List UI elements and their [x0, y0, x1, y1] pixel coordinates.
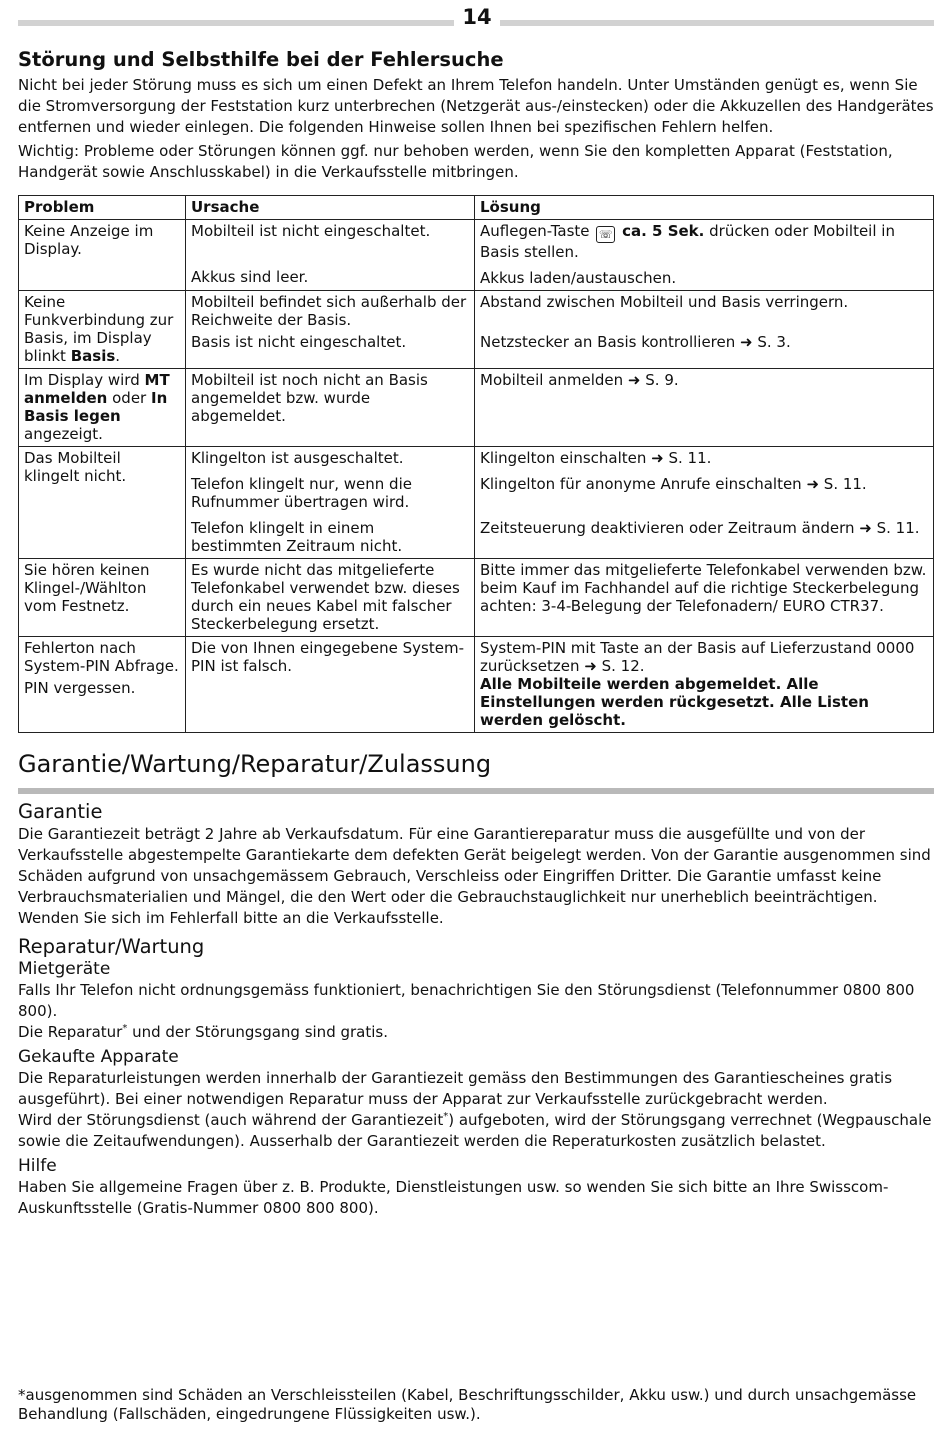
gekaufte-heading: Gekaufte Apparate	[18, 1047, 179, 1067]
manual-page	[18, 0, 934, 1222]
problem-cell	[19, 637, 186, 733]
table-row	[19, 220, 934, 291]
problem-text: Im Display wird	[24, 371, 140, 389]
solution-text: Netzstecker an Basis kontrollieren ➜ S. 3.	[480, 333, 791, 351]
mietgeraete-heading: Mietgeräte	[18, 959, 111, 979]
solution-part: drücken oder Mobilteil in Basis stellen.	[480, 222, 895, 261]
cause-text: Basis ist nicht eingeschaltet.	[191, 333, 407, 351]
header-solution: Lösung	[475, 196, 934, 220]
cause-cell	[186, 220, 475, 291]
hilfe-heading: Hilfe	[18, 1156, 57, 1176]
table-row	[19, 637, 934, 733]
garantie-text: Die Garantiezeit beträgt 2 Jahre ab Verkaufsdatum. Für eine Garantiereparatur muss die ausgefüllte und von der Verkaufsstelle abgestempelte Garantiekarte dem defekten Gerät beigelegt werden. Von der Garantie ausgenommen sind Schäden aufgrund von unsachgemässem Gebrauch, Verschleiss oder Eingriffen Dritter. Die Garantie umfasst keine Verbrauchsmaterialien und Mängel, die den Wert oder die Gebrauchstauglichkeit nur unerheblich beeinträchtigen. Wenden Sie sich im Fehlerfall bitte an die Verkaufsstelle.	[18, 825, 931, 927]
header-problem: Problem	[19, 196, 186, 220]
reparatur-heading: Reparatur/Wartung	[18, 935, 205, 958]
text-part: und der Störungsgang sind gratis.	[132, 1023, 388, 1041]
page-number: 14	[462, 5, 492, 29]
problem-bold: MT anmelden	[24, 371, 170, 407]
solution-warning: Alle Mobilteile werden abgemeldet. Alle Einstellungen werden rückgesetzt. Alle Listen werden gelöscht.	[480, 675, 869, 729]
cause-cell	[186, 291, 475, 369]
gekaufte-text: Die Reparaturleistungen werden innerhalb der Garantiezeit gemäss den Bestimmungen des Garantiescheines gratis ausgeführt). Bei einer notwendigen Reparatur muss der Apparat zur Verkaufsstelle zurückgebracht werden.	[18, 1069, 893, 1108]
problem-text: oder	[112, 389, 147, 407]
table-row	[19, 559, 934, 637]
problem-cell	[19, 291, 186, 369]
mietgeraete-text-2	[18, 1022, 934, 1043]
table-row	[19, 447, 934, 559]
mietgeraete-text: Falls Ihr Telefon nicht ordnungsgemäss funktioniert, benachrichtigen Sie den Störungsdienst (Telefonnummer 0800 800 800).	[18, 981, 915, 1020]
problem-text: Keine Funkverbindung zur Basis, im Display blinkt	[24, 293, 174, 365]
footnote: *ausgenommen sind Schäden an Verschleissteilen (Kabel, Beschriftungsschilder, Akku usw.) und durch unsachgemässe Behandlung (Fallschäden, eingedrungene Flüssigkeiten usw.).	[18, 1386, 917, 1423]
table-header-row	[19, 196, 934, 220]
cause-text: Klingelton ist ausgeschaltet.	[191, 449, 404, 467]
cause-cell: Mobilteil ist noch nicht an Basis angemeldet bzw. wurde abgemeldet.	[186, 369, 475, 447]
troubleshooting-note: Wichtig: Probleme oder Störungen können ggf. nur behoben werden, wenn Sie den kompletten Apparat (Feststation, Handgerät sowie Anschlusskabel) in die Verkaufsstelle mitbringen.	[18, 142, 893, 181]
solution-cell: Bitte immer das mitgelieferte Telefonkabel verwenden bzw. beim Kauf im Fachhandel auf die richtige Steckerbelegung achten: 3-4-Belegung der Telefonadern/ EURO CTR37.	[475, 559, 934, 637]
solution-cell	[475, 447, 934, 559]
cause-cell: Die von Ihnen eingegebene System-PIN ist falsch.	[186, 637, 475, 733]
solution-part: Auflegen-Taste	[480, 222, 590, 240]
header-rule-right	[500, 20, 934, 26]
cause-cell	[186, 447, 475, 559]
text-part: Wird der Störungsdienst (auch während der Garantiezeit	[18, 1111, 444, 1129]
text-part: ) aufgeboten, wird der Störungsgang verrechnet (Wegpauschale sowie die Zeitaufwendungen). Ausserhalb der Garantiezeit werden die Reperaturkosten zusätzlich belastet.	[18, 1111, 932, 1150]
header-cause: Ursache	[186, 196, 475, 220]
cause-text: Akkus sind leer.	[191, 268, 309, 286]
footnote-mark: *	[443, 1111, 449, 1122]
solution-cell	[475, 637, 934, 733]
section-rule	[18, 788, 934, 794]
cause-text: Telefon klingelt nur, wenn die Rufnummer übertragen wird.	[191, 475, 412, 511]
page-header	[18, 0, 934, 44]
solution-text: Klingelton einschalten ➜ S. 11.	[480, 449, 712, 467]
text-part: Die Reparatur	[18, 1023, 123, 1041]
solution-cell	[475, 220, 934, 291]
warranty-section-title: Garantie/Wartung/Reparatur/Zulassung	[18, 750, 492, 778]
problem-cell	[19, 369, 186, 447]
solution-bold: ca. 5 Sek.	[622, 222, 705, 240]
hang-up-key-icon: ☏	[596, 226, 615, 243]
problem-text: PIN vergessen.	[24, 679, 136, 697]
cause-text: Mobilteil befindet sich außerhalb der Reichweite der Basis.	[191, 293, 467, 329]
problem-text: Keine Anzeige im Display.	[24, 222, 154, 258]
problem-text: Fehlerton nach System-PIN Abfrage.	[24, 639, 179, 675]
problem-cell: Das Mobilteil klingelt nicht.	[19, 447, 186, 559]
hilfe-text: Haben Sie allgemeine Fragen über z. B. Produkte, Dienstleistungen usw. so wenden Sie sich bitte an Ihre Swisscom-Auskunftsstelle (Gratis-Nummer 0800 800 800).	[18, 1178, 889, 1217]
table-row	[19, 291, 934, 369]
solution-cell: Mobilteil anmelden ➜ S. 9.	[475, 369, 934, 447]
problem-bold: Basis	[70, 347, 116, 365]
solution-text: System-PIN mit Taste an der Basis auf Lieferzustand 0000 zurücksetzen ➜ S. 12.	[480, 639, 915, 675]
table-row	[19, 369, 934, 447]
gekaufte-text-2	[18, 1110, 934, 1152]
header-rule-left	[18, 20, 454, 26]
problem-cell: Sie hören keinen Klingel-/Wählton vom Festnetz.	[19, 559, 186, 637]
solution-cell	[475, 291, 934, 369]
garantie-heading: Garantie	[18, 800, 103, 823]
solution-text: Akkus laden/austauschen.	[480, 269, 677, 287]
problem-text: .	[115, 347, 121, 365]
troubleshooting-title: Störung und Selbsthilfe bei der Fehlersuche	[18, 48, 504, 71]
troubleshooting-table	[18, 195, 934, 733]
problem-cell	[19, 220, 186, 291]
footnote-mark: *	[122, 1023, 128, 1034]
solution-text: Klingelton für anonyme Anrufe einschalten ➜ S. 11.	[480, 475, 867, 493]
cause-text: Telefon klingelt in einem bestimmten Zeitraum nicht.	[191, 519, 403, 555]
solution-text: Abstand zwischen Mobilteil und Basis verringern.	[480, 293, 849, 311]
problem-text: angezeigt.	[24, 425, 103, 443]
solution-text: Zeitsteuerung deaktivieren oder Zeitraum ändern ➜ S. 11.	[480, 519, 920, 537]
troubleshooting-intro: Nicht bei jeder Störung muss es sich um einen Defekt an Ihrem Telefon handeln. Unter Umständen genügt es, wenn Sie die Stromversorgung der Feststation kurz unterbrechen (Netzgerät aus-/einstecken) oder die Akkuzellen des Handgerätes entfernen und wieder einlegen. Die folgenden Hinweise sollen Ihnen bei spezifischen Fehlern helfen.	[18, 76, 934, 136]
cause-cell: Es wurde nicht das mitgelieferte Telefonkabel verwendet bzw. dieses durch ein neues Kabel mit falscher Steckerbelegung ersetzt.	[186, 559, 475, 637]
cause-text: Mobilteil ist nicht eingeschaltet.	[191, 222, 431, 240]
problem-bold: In Basis legen	[24, 389, 168, 425]
solution-text	[480, 222, 928, 261]
